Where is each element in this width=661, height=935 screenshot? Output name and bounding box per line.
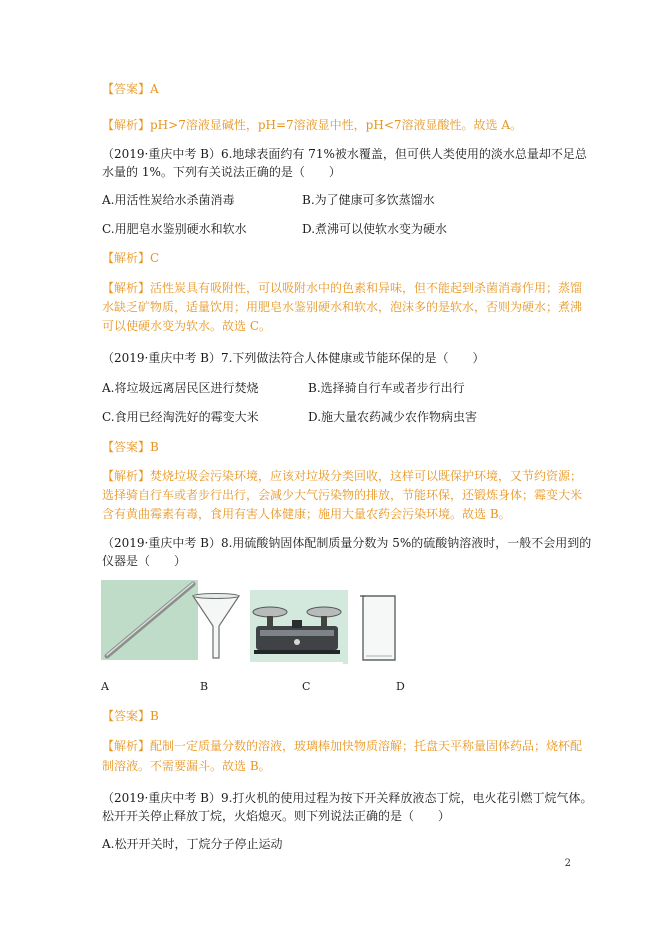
q6-stem-line1: （2019·重庆中考 B）6.地球表面约有 71%被水覆盖，但可供人类使用的淡水总量却不足总 xyxy=(102,147,587,161)
balance-scale-image xyxy=(250,590,344,662)
q7-answer: 【答案】B xyxy=(102,440,159,454)
q7-option-a: A.将垃圾远离居民区进行焚烧 xyxy=(102,381,259,395)
q6-stem-line2: 水量的 1%。下列有关说法正确的是（ ） xyxy=(102,165,341,179)
q8-answer: 【答案】B xyxy=(102,709,159,723)
q6-option-a: A.用活性炭给水杀菌消毒 xyxy=(102,193,235,207)
q7-option-d: D.施大量农药减少农作物病虫害 xyxy=(308,410,478,424)
q6-option-c: C.用肥皂水鉴别硬水和软水 xyxy=(102,222,247,236)
image-label-c: C xyxy=(302,680,311,693)
image-label-a: A xyxy=(101,680,109,693)
q9-stem-line2: 松开开关停止释放丁烷，火焰熄灭。则下列说法正确的是（ ） xyxy=(102,809,451,823)
q8-stem-line2: 仪器是（ ） xyxy=(102,554,187,568)
q6-option-d: D.煮沸可以使软水变为硬水 xyxy=(302,222,448,236)
funnel-image xyxy=(190,592,242,662)
q7-option-c: C.食用已经淘洗好的霉变大米 xyxy=(102,410,259,424)
q5-answer: 【答案】A xyxy=(102,82,159,96)
image-label-b: B xyxy=(200,680,209,693)
image-label-d: D xyxy=(396,680,405,693)
q6-answer: 【解析】C xyxy=(102,251,160,265)
q7-analysis-line3: 含有黄曲霉素有毒，食用有害人体健康；施用大量农药会污染环境。故选 B。 xyxy=(102,507,511,521)
q7-analysis-line2: 选择骑自行车或者步行出行，会减少大气污染物的排放，节能环保，还锻炼身体；霉变大米 xyxy=(102,488,583,502)
q6-analysis-line1: 【解析】活性炭具有吸附性，可以吸附水中的色素和异味，但不能起到杀菌消毒作用；蒸馏 xyxy=(102,281,583,295)
q7-option-b: B.选择骑自行车或者步行出行 xyxy=(308,381,465,395)
beaker-image xyxy=(343,590,400,664)
q6-option-b: B.为了健康可多饮蒸馏水 xyxy=(302,193,435,207)
glass-rod-image xyxy=(101,580,198,660)
q8-analysis-line2: 制溶液。不需要漏斗。故选 B。 xyxy=(102,759,271,773)
q7-stem: （2019·重庆中考 B）7.下列做法符合人体健康或节能环保的是（ ） xyxy=(102,351,485,365)
q8-stem-line1: （2019·重庆中考 B）8.用硫酸钠固体配制质量分数为 5%的硫酸钠溶液时，一般不会用到的 xyxy=(102,536,592,550)
q6-analysis-line3: 可以使硬水变为软水。故选 C。 xyxy=(102,319,271,333)
q5-analysis: 【解析】pH>7溶液显碱性，pH=7溶液显中性，pH<7溶液显酸性。故选 A。 xyxy=(102,118,522,132)
q9-stem-line1: （2019·重庆中考 B）9.打火机的使用过程为按下开关释放液态丁烷，电火花引燃丁烷气体。 xyxy=(102,791,593,805)
q8-analysis-line1: 【解析】配制一定质量分数的溶液，玻璃棒加快物质溶解；托盘天平称量固体药品；烧杯配 xyxy=(102,739,583,753)
q9-option-a: A.松开开关时，丁烷分子停止运动 xyxy=(102,837,283,851)
q7-analysis-line1: 【解析】焚烧垃圾会污染环境，应该对垃圾分类回收，这样可以既保护环境，又节约资源； xyxy=(102,469,583,483)
page-number: 2 xyxy=(564,858,571,869)
q6-analysis-line2: 水缺乏矿物质，适量饮用；用肥皂水鉴别硬水和软水，泡沫多的是软水，否则为硬水；煮沸 xyxy=(102,300,583,314)
